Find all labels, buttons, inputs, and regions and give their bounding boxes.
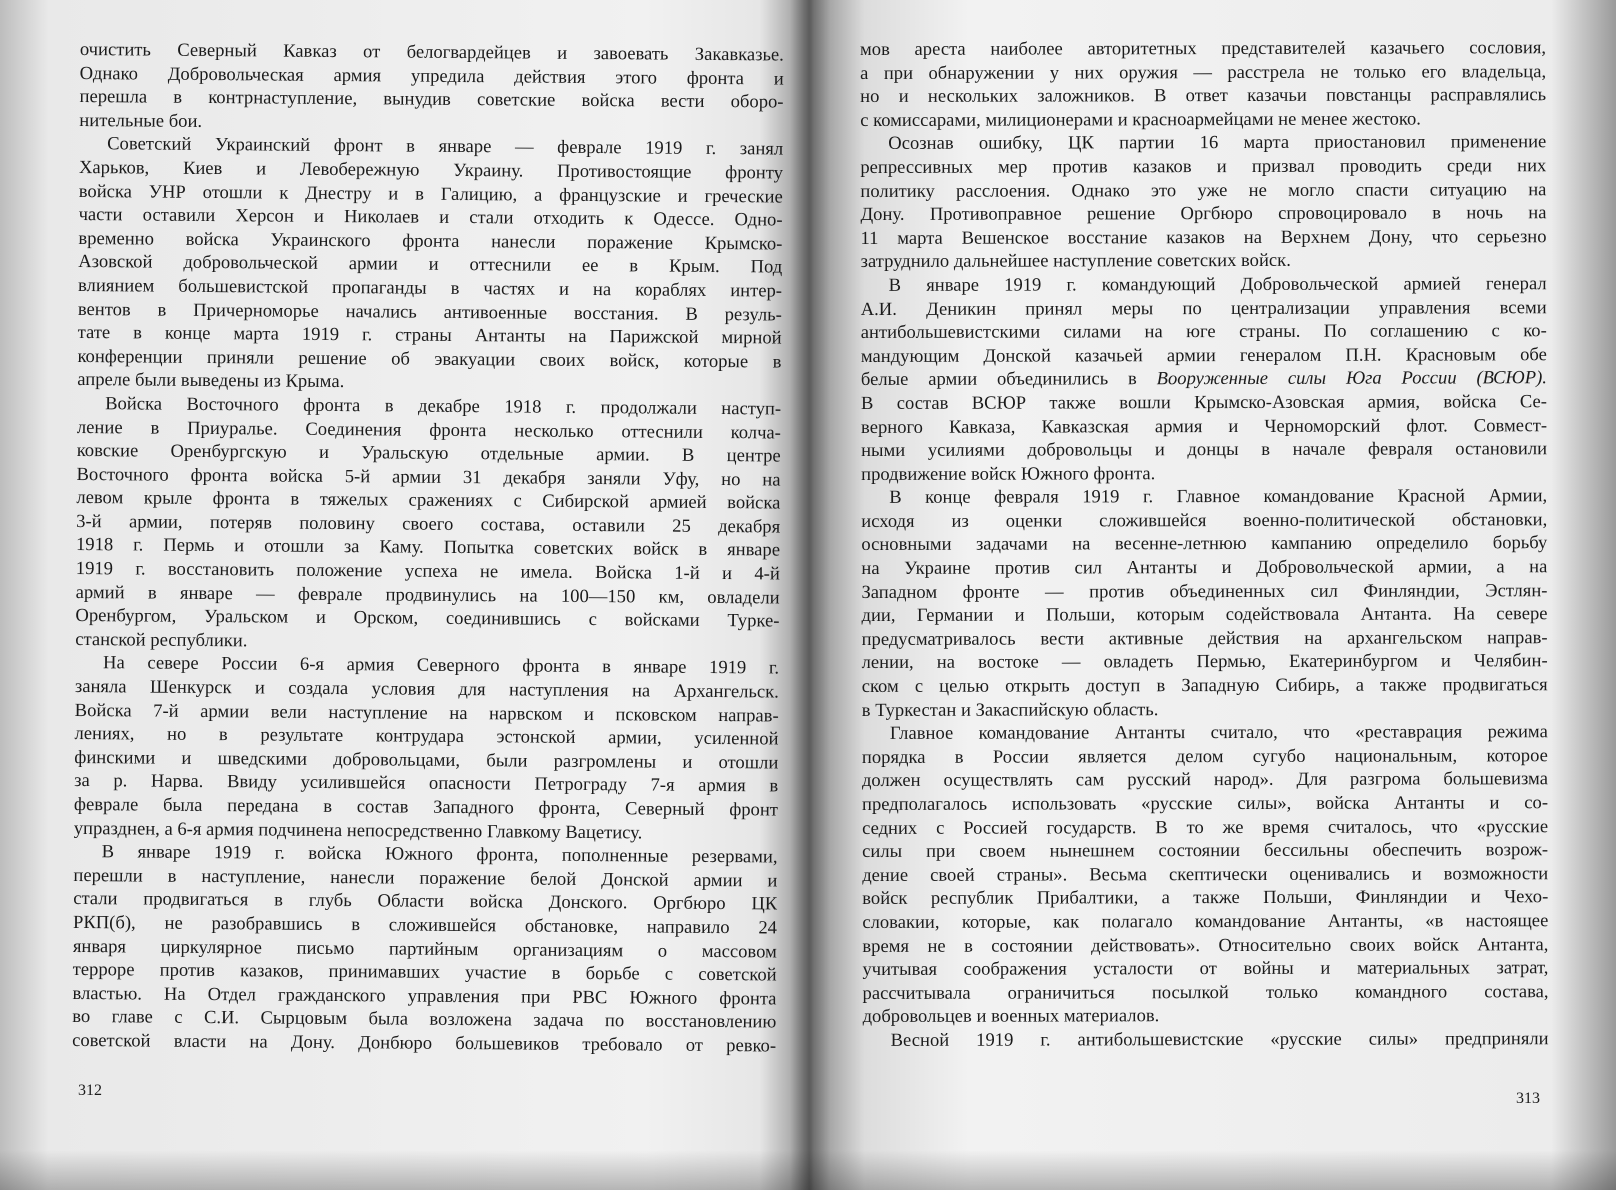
text-line-content: Азовской добровольческой армии и оттеснили ее в Крым. Под xyxy=(78,251,783,278)
text-line-content: Войска 7-й армии вели наступление на нарвском и псковском направ- xyxy=(74,699,779,727)
text-line-content: ление в Приуралье. Соединения фронта несколько оттеснили колча- xyxy=(76,416,782,444)
text-line xyxy=(862,673,1548,698)
text-line xyxy=(862,697,1548,722)
text-line-content: А.И. Деникин принял меры по централизации управления всеми xyxy=(860,296,1547,320)
text-line-content: заняла Шенкурск и создала условия для наступления на Архангельск. xyxy=(74,676,779,703)
text-line-content: лении, на востоке — овладеть Пермью, Екатеринбургом и Челябин- xyxy=(861,650,1548,674)
text-line-content: перешла в контрнаступление, вынудив советские войска вести оборо- xyxy=(79,86,784,113)
text-line xyxy=(861,508,1547,533)
text-line xyxy=(862,720,1548,745)
text-line-content: а при обнаружении у них оружия — расстрела не только его владельца, xyxy=(860,60,1547,84)
text-line-content: время не в состоянии действовать». Относительно своих войск Антанта, xyxy=(862,933,1549,957)
text-line-content: политику расслоения. Однако это уже не могло спасти ситуацию на xyxy=(860,178,1547,202)
text-line-content: силы при своем нынешнем состоянии бессильны обеспечить возрож- xyxy=(862,839,1549,863)
text-line-content: феврале была передана в состав Западного фронта, Северный фронт xyxy=(73,793,779,821)
text-line xyxy=(860,225,1546,250)
text-line-content: конференции приняли решение об эвакуации своих войск, которые в xyxy=(77,345,782,373)
text-line-content: Харьков, Киев и Левобережную Украину. Противостоящие фронту xyxy=(78,156,784,184)
text-line-content: временно войска Украинского фронта нанесли поражение Крымско- xyxy=(78,227,783,255)
text-line xyxy=(860,178,1546,203)
text-line xyxy=(862,791,1548,816)
text-line-content: 3-й армии, потеряв половину своего состава, оставили 25 декабря xyxy=(76,510,781,538)
text-line-content: Западном фронте — против объединенных сил Финляндии, Эстлян- xyxy=(861,579,1548,603)
text-line-content: влиянием большевистской пропаганды в частях и на кораблях интер- xyxy=(77,274,783,302)
text-line-content: РКП(б), не разобравшись в сложившейся обстановке, направило 24 xyxy=(72,911,778,939)
text-line-content: ском с целью открыть доступ в Западную Сибирь, а также продвигаться xyxy=(861,674,1548,698)
text-line-content: финскими и шведскими добровольцами, были разгромлены и отошли xyxy=(74,746,779,774)
text-line-content: мов ареста наиболее авторитетных представителей казачьего сословия, xyxy=(860,37,1547,60)
text-line-content: ковские Оренбургскую и Уральскую отдельные армии. В центре xyxy=(76,440,781,467)
text-line-content: советской власти на Дону. Донбюро большевиков требовало от ревко- xyxy=(72,1029,777,1057)
text-line-content: Дону. Противоправное решение Оргбюро спровоцировало в ночь на xyxy=(860,202,1547,226)
text-line-content: дии, Германии и Польши, которым содействовала Антанта. На севере xyxy=(861,603,1548,627)
text-line xyxy=(861,579,1547,604)
text-line-content: властью. На Отдел гражданского управления при РВС Южного фронта xyxy=(72,982,777,1010)
text-line-content: упразднен, а 6-я армия подчинена непосредственно Главкому Вацетису. xyxy=(73,817,643,844)
text-line-content: за р. Нарва. Ввиду усилившейся опасности Петрограду 7-я армия в xyxy=(74,770,779,797)
text-line-content: станской республики. xyxy=(75,628,248,652)
text-line-content: Весной 1919 г. антибольшевистские «русские силы» предприняли xyxy=(890,1028,1549,1051)
text-line xyxy=(863,1027,1549,1052)
text-line-content: В конце февраля 1919 г. Главное командование Красной Армии, xyxy=(889,485,1548,509)
text-line xyxy=(860,131,1546,156)
text-line-content: На севере России 6-я армия Северного фронта в январе 1919 г. xyxy=(103,652,780,679)
text-line xyxy=(861,484,1547,509)
text-line-content: Осознав ошибку, ЦК партии 16 марта приостановил применение xyxy=(888,131,1547,155)
text-line xyxy=(862,768,1548,793)
text-line-content: перешли в наступление, нанесли поражение белой Донской армии и xyxy=(73,864,778,892)
right-page-text xyxy=(860,36,1549,1052)
text-line-content: Войска Восточного фронта в декабре 1918 г. продолжали наступ- xyxy=(105,393,782,420)
text-line xyxy=(860,83,1546,108)
text-line xyxy=(861,249,1547,274)
text-line xyxy=(861,555,1547,580)
text-line xyxy=(861,343,1547,368)
text-line-content: очистить Северный Кавказ от белогвардейцев и завоевать Закавказье. xyxy=(79,38,784,66)
text-line-content: но и нескольких заложников. В ответ казачьи повстанцы расправлялись xyxy=(860,84,1547,108)
text-line-content: рассчитывала ограничиться посылкой только командного состава, xyxy=(862,980,1549,1004)
text-line-content: учитывая соображения усталости от войны и материальных затрат, xyxy=(862,957,1549,981)
text-line-content: должен осуществлять сам русский народ». Для разгрома большевизма xyxy=(861,768,1548,792)
text-line xyxy=(861,461,1547,486)
text-line xyxy=(862,626,1548,651)
text-line xyxy=(860,36,1546,61)
text-line-content: армий в январе — феврале продвинулись на 100—150 км, овладели xyxy=(75,581,780,609)
text-line-content: В январе 1919 г. командующий Добровольческой армией генерал xyxy=(888,273,1547,296)
text-line-content: апреле были выведены из Крыма. xyxy=(77,369,345,393)
text-line-content: 1919 г. восстановить положение успеха не имела. Войска 1-й и 4-й xyxy=(75,558,780,585)
text-line-content: терроре против казаков, принимавших участие в борьбе с советской xyxy=(72,959,777,986)
text-line-content: добровольцев и военных материалов. xyxy=(862,1005,1160,1028)
text-line xyxy=(862,956,1548,981)
text-line-content: белые армии объединились в xyxy=(860,368,1137,391)
text-line xyxy=(861,532,1547,557)
text-line-content: предусматривалось вести активные действия на архангельском направ- xyxy=(861,627,1548,650)
text-line xyxy=(862,862,1548,887)
text-line xyxy=(861,437,1547,462)
text-line xyxy=(862,838,1548,863)
text-line-content: Главное командование Антанты считало, что «реставрация режима xyxy=(889,721,1548,745)
text-line xyxy=(860,107,1546,132)
text-line-content: части оставили Херсон и Николаев и стали отходить к Одессе. Одно- xyxy=(78,204,783,231)
text-line xyxy=(862,744,1548,769)
text-line-content: с комиссарами, милиционерами и красноармейцами не менее жестоко. xyxy=(860,108,1421,131)
text-line-content: Восточного фронта войска 5-й армии 31 декабря заняли Уфу, но на xyxy=(76,463,781,491)
text-line-content: Советский Украинский фронт в январе — феврале 1919 г. занял xyxy=(107,133,784,160)
text-line-content: стали продвигаться в глубь Области войска Донского. Оргбюро ЦК xyxy=(73,888,778,915)
text-line-content: репрессивных мер против казаков и призвал проводить среди них xyxy=(860,155,1547,178)
italic-term: Вооруженные силы Юга России (ВСЮР). xyxy=(1156,367,1547,390)
text-line-content: дение своей страны». Весьма скептически оценивались и возможности xyxy=(862,862,1549,886)
text-line-content: предполагалось использовать «русские силы», войска Антанты и со- xyxy=(861,792,1549,815)
text-line-content: порядка в России является делом сугубо национальным, которое xyxy=(861,745,1548,768)
text-line-content: седних с Россией государств. В то же время считалось, что «русские xyxy=(862,815,1549,839)
text-line-content: нительные бои. xyxy=(79,109,203,132)
text-line xyxy=(861,319,1547,344)
text-line xyxy=(863,1004,1549,1029)
text-line-content: в Туркестан и Закаспийскую область. xyxy=(861,698,1159,721)
text-line-content: во главе с С.И. Сырцовым была возложена задача по восстановлению xyxy=(72,1006,777,1033)
text-line xyxy=(861,414,1547,439)
text-line-content: левом крыле фронта в тяжелых сражениях с Сибирской армией войска xyxy=(76,487,781,514)
text-line xyxy=(862,909,1548,934)
text-line xyxy=(862,650,1548,675)
text-line-content: на Украине против сил Антанты и Добровольческой армии, а на xyxy=(861,556,1548,580)
text-line-content: словакии, которые, как полагало командование Антанты, «в настоящее xyxy=(862,910,1549,933)
text-line xyxy=(860,154,1546,179)
text-line-content: тате в конце марта 1919 г. страны Антанты на Парижской мирной xyxy=(77,322,782,349)
text-line xyxy=(861,602,1547,627)
text-line-content: основными задачами на весенне-летнюю кампанию определило борьбу xyxy=(861,532,1548,556)
text-line xyxy=(861,390,1547,415)
text-line xyxy=(860,201,1546,226)
text-line-content: 11 марта Вешенское восстание казаков на Верхнем Дону, что серьезно xyxy=(860,225,1547,249)
text-line-content: В состав ВСЮР также вошли Крымско-Азовская армия, войска Се- xyxy=(860,391,1547,414)
text-line xyxy=(862,815,1548,840)
text-line xyxy=(862,886,1548,911)
text-line xyxy=(861,296,1547,321)
text-line xyxy=(860,60,1546,85)
text-line-content: продвижение войск Южного фронта. xyxy=(861,462,1156,485)
text-line-content: января циркулярное письмо партийным организациям о массовом xyxy=(72,935,777,963)
text-line-content: затруднило дальнейшее наступление советских войск. xyxy=(860,250,1291,273)
text-line-content: ными усилиями добровольцы и донцы в начале февраля остановили xyxy=(861,438,1548,462)
text-line-content: лениях, но в результате контрудара эстонской армии, усиленной xyxy=(74,723,779,750)
right-page-number: 313 xyxy=(1516,1090,1540,1107)
text-line-content: войск республик Прибалтики, а также Польши, Финляндии и Чехо- xyxy=(862,886,1549,910)
text-line-content: антибольшевистскими силами на юге страны. По соглашению с ко- xyxy=(860,320,1547,344)
page-edge-shadow xyxy=(0,1150,1616,1190)
text-line-content: Оренбургом, Уральском и Орском, соединившись с войсками Турке- xyxy=(75,605,780,632)
left-page-text xyxy=(72,38,784,1058)
left-page-number: 312 xyxy=(78,1082,102,1099)
text-line xyxy=(861,367,1547,392)
book-gutter xyxy=(790,0,830,1190)
text-line-content: мандующим Донской казачьей армии генералом П.Н. Красновым обе xyxy=(860,343,1547,367)
text-line-content: 1918 г. Пермь и отошли за Каму. Попытка советских войск в январе xyxy=(75,534,781,561)
text-line xyxy=(862,933,1548,958)
text-line xyxy=(72,1029,776,1058)
text-line-content: В январе 1919 г. войска Южного фронта, пополненные резервами, xyxy=(101,841,778,868)
text-line-content: войска УНР отошли к Днестру и в Галицию, а французские и греческие xyxy=(78,180,783,208)
text-line-content: верного Кавказа, Кавказская армия и Черноморский флот. Совмест- xyxy=(860,414,1548,438)
text-line-content: Однако Добровольческая армия упредила действия этого фронта и xyxy=(79,62,784,90)
text-line xyxy=(862,980,1548,1005)
text-line-content: исходя из оценки сложившейся военно-политической обстановки, xyxy=(861,509,1548,532)
text-line xyxy=(861,272,1547,297)
text-line-content: вентов в Причерноморье начались антивоенные восстания. В резуль- xyxy=(77,298,782,326)
